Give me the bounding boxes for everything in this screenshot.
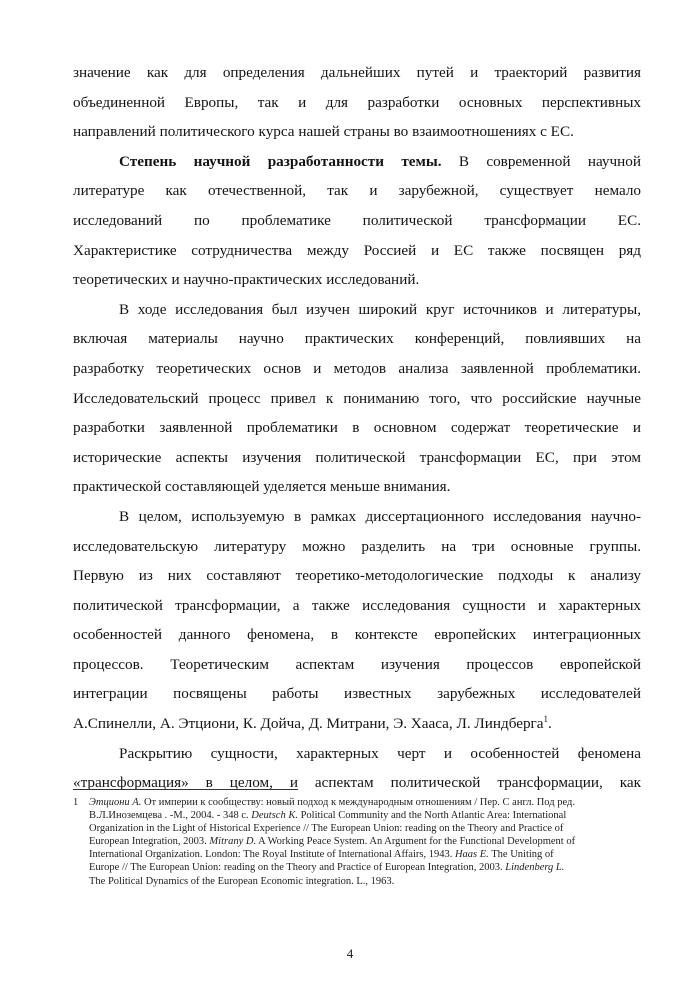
text-line: направлений политического курса нашей страны во взаимоотношениях с ЕС. [73,123,574,141]
footnote-fragment: В.Л.Иноземцева . -М., 2004. - 348 с. [89,810,252,822]
text-fragment: . [548,715,552,733]
body-text [73,58,641,798]
text-line: разработку теоретических основ и методов анализа заявленной проблематики. [73,359,641,377]
text-line: «трансформация» в целом, и аспектам политической трансформации, как [73,774,641,792]
footnote-divider [73,789,298,790]
text-line: практической составляющей уделяется меньше внимания. [73,478,451,496]
footnote-reference[interactable]: 1 [543,714,549,724]
text-line: значение как для определения дальнейших путей и траекторий развития [73,64,641,81]
text-line: интеграции посвящены работы известных зарубежных исследователей [73,685,641,703]
text-line: Характеристике сотрудничества между Россией и ЕС также посвящен ряд [73,241,641,259]
text-fragment: В современной научной [441,152,642,170]
footnote-author: Deutsch K. [251,810,298,822]
footnote-number: 1 [73,797,79,808]
footnote-line [89,809,643,822]
section-heading-line [73,147,641,177]
footnote-fragment: European Integration, 2003. [89,836,210,848]
text-line: Раскрытию сущности, характерных черт и особенностей феномена [119,744,641,762]
footnote-text [89,796,643,888]
text-line: Первую из них составляют теоретико-методологические подходы к анализу [73,567,641,585]
text-line: политической трансформации, а также исследования сущности и характерных [73,596,641,614]
text-line: особенностей данного феномена, в контексте европейских интеграционных [73,626,641,644]
text-fragment: А.Спинелли, А. Этциони, К. Дойча, Д. Митрани, Э. Хааса, Л. Линдберга [73,715,544,733]
text-line: процессов. Теоретическим аспектам изучения процессов европейской [73,655,641,673]
footnote-fragment: Europe // The European Union: reading on the Theory and Practice of European Integration, 2003. [89,862,506,874]
footnote-fragment: A Working Peace System. An Argument for the Functional Development of [256,836,576,848]
section-heading: Степень научной разработанности темы. [119,152,442,170]
text-line: Исследовательский процесс привел к пониманию того, что российские научные [73,389,641,407]
text-line: исследований по проблематике политической трансформации ЕС. [73,211,641,229]
footnote-fragment: От империи к сообществу: новый подход к международным отношениям / Пер. С англ. Под ред. [141,797,575,808]
footnote-fragment: Political Community and the North Atlantic Area: International [297,810,567,822]
text-line: включая материалы научно практических конференций, повлиявших на [73,330,641,348]
text-line: исторические аспекты изучения политической трансформации ЕС, при этом [73,448,641,466]
text-line: В ходе исследования был изучен широкий круг источников и литературы, [119,300,641,318]
footnote-author: Haas E. [454,849,489,861]
text-line: исследовательскую литературу можно разделить на три основные группы. [73,537,641,555]
footnote-line [89,796,643,809]
footnote-line [89,835,643,848]
footnote-fragment: The Uniting of [488,849,554,861]
text-line: В целом, используемую в рамках диссертационного исследования научно- [119,507,641,525]
footnote-author: Этциони А. [89,797,142,808]
page-number: 4 [346,946,354,961]
footnote-line: The Political Dynamics of the European Economic integration. L., 1963. [89,875,395,887]
footnote-line: Organization in the Light of Historical Experience // The European Union: reading on the Theory and Practice of [89,823,564,835]
footnote-fragment: International Organization. London: The Royal Institute of International Affairs, 1943. [89,849,455,861]
text-line: разработки заявленной проблематики в основном содержат теоретические и [73,419,641,437]
footnote-line [89,861,643,874]
text-line: объединенной Европы, так и для разработки основных перспективных [73,93,641,111]
footnote-author: Mitrany D. [209,836,257,848]
text-line: литературе как отечественной, так и зарубежной, существует немало [73,182,641,200]
footnote-author: Lindenberg L. [505,862,565,874]
text-line [73,709,641,739]
footnote-line [89,848,643,861]
text-line: теоретических и научно-практических исследований. [73,271,420,289]
footnote [73,796,643,888]
